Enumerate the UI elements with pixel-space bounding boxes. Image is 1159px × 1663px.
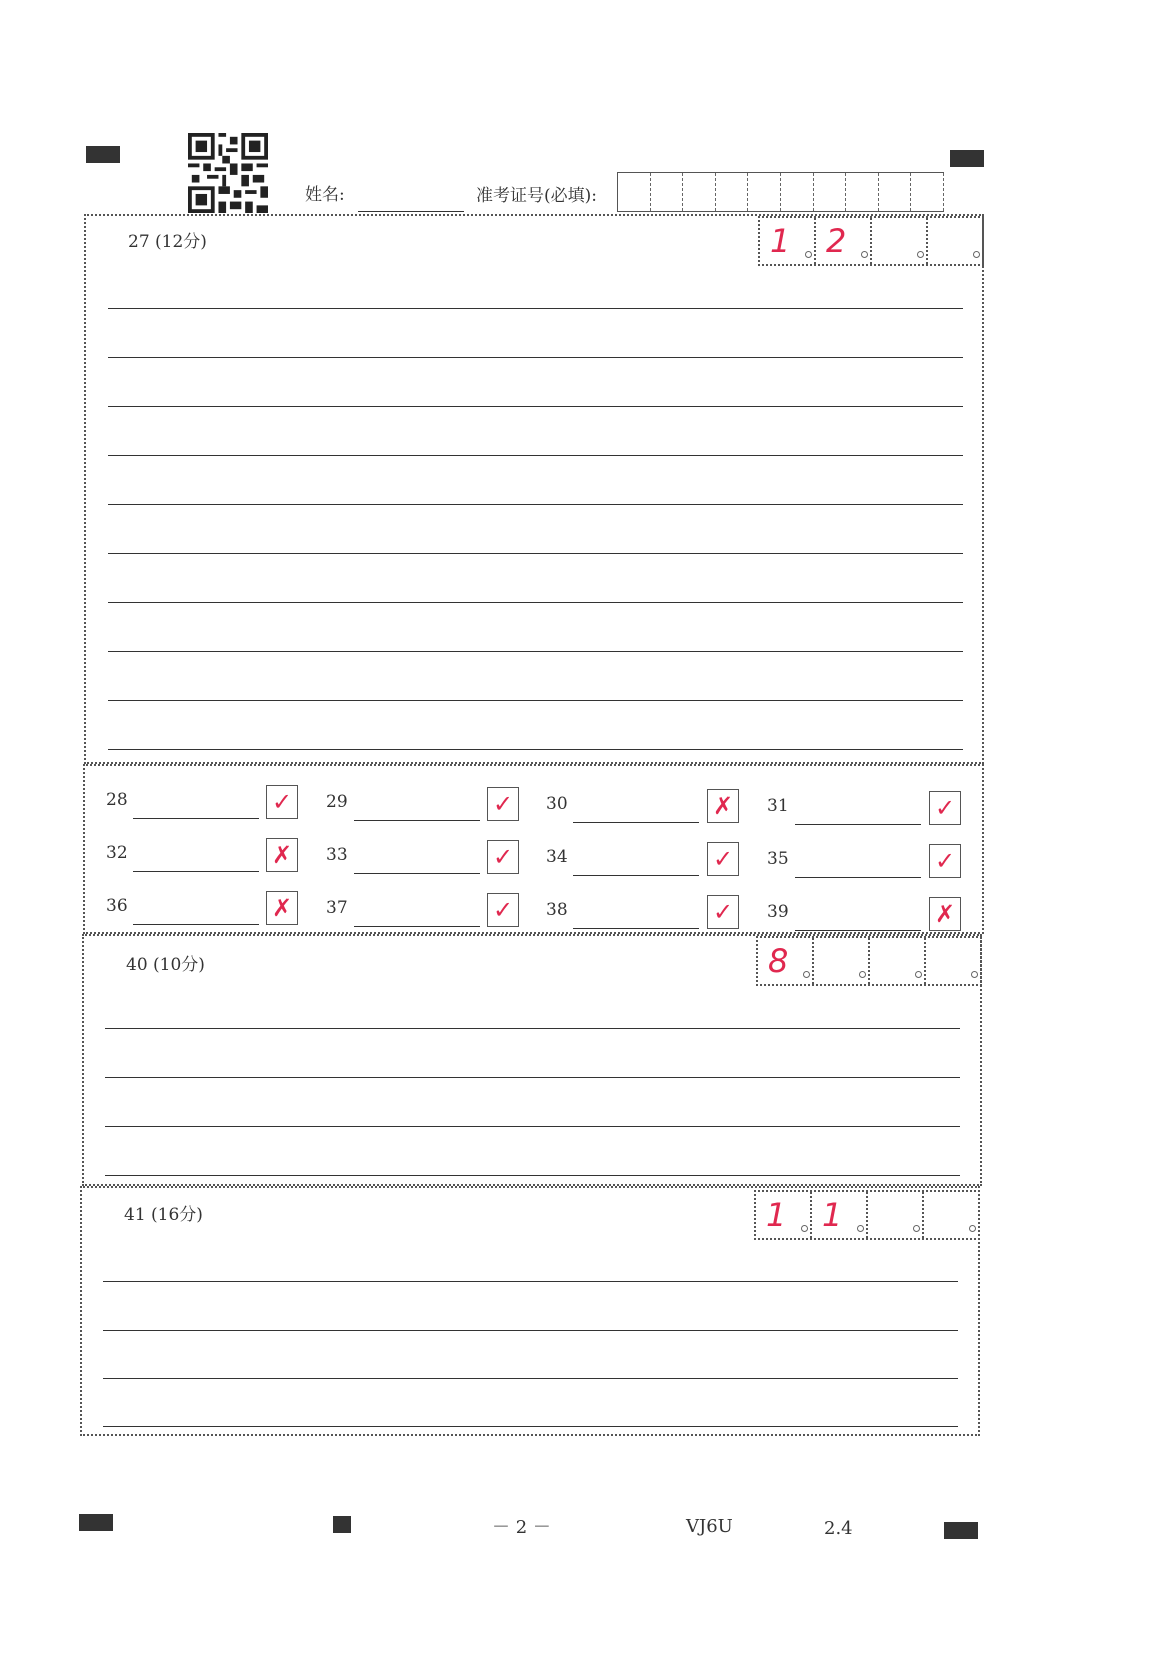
tf-answer-line[interactable] [795,877,921,878]
tf-mark-box [929,897,961,931]
answer-line[interactable] [103,1330,958,1331]
check-mark-icon: ✓ [712,845,734,873]
version-number: 2.4 [824,1518,853,1539]
check-mark-icon: ✓ [271,788,293,816]
tf-mark-box [707,842,739,876]
tf-mark-box [266,891,298,925]
answer-line[interactable] [103,1426,958,1427]
tf-mark-box [487,893,519,927]
answer-line[interactable] [108,455,963,456]
answer-line[interactable] [108,602,963,603]
score-digit: 8 [768,942,789,980]
answer-line[interactable] [108,651,963,652]
score-digit: 2 [826,222,847,260]
true-false-panel [83,764,984,934]
qr-code-icon [188,133,268,213]
corner-marker-bottom-mid [333,1516,351,1533]
tf-answer-line[interactable] [354,873,480,874]
tf-answer-line[interactable] [795,824,921,825]
cross-mark-icon: ✗ [934,900,956,928]
answer-line[interactable] [103,1378,958,1379]
tf-mark-box [929,844,961,878]
tf-answer-line[interactable] [573,928,699,929]
answer-line[interactable] [105,1126,960,1127]
cross-mark-icon: ✗ [712,792,734,820]
tf-number: 28 [106,790,128,810]
tf-mark-box [487,787,519,821]
cross-mark-icon: ✗ [271,894,293,922]
check-mark-icon: ✓ [934,794,956,822]
answer-line[interactable] [108,406,963,407]
tf-answer-line[interactable] [354,926,480,927]
check-mark-icon: ✓ [492,790,514,818]
answer-line[interactable] [105,1077,960,1078]
question-27-heading: 27 (12分) [128,232,207,252]
name-field[interactable] [358,211,464,212]
check-mark-icon: ✓ [492,896,514,924]
name-label: 姓名: [305,185,345,205]
answer-line[interactable] [108,553,963,554]
corner-marker-top-right [950,150,984,167]
corner-marker-bottom-left [79,1514,113,1531]
answer-line[interactable] [108,357,963,358]
tf-answer-line[interactable] [573,822,699,823]
sheet-code: VJ6U [686,1516,733,1537]
tf-mark-box [929,791,961,825]
tf-mark-box [707,789,739,823]
question-27-panel [84,214,984,764]
tf-answer-line[interactable] [795,930,921,931]
score-digit: 1 [766,1196,787,1234]
question-40-score-box [756,936,982,986]
exam-id-label: 准考证号(必填): [476,186,597,206]
answer-line[interactable] [108,504,963,505]
tf-number: 39 [767,902,789,922]
answer-line[interactable] [105,1028,960,1029]
question-41-heading: 41 (16分) [124,1205,203,1225]
question-27-score-box [758,216,984,266]
answer-line[interactable] [108,700,963,701]
score-digit: 1 [822,1196,843,1234]
question-40-heading: 40 (10分) [126,955,205,975]
score-digit: 1 [770,222,791,260]
tf-answer-line[interactable] [133,871,259,872]
tf-number: 37 [326,898,348,918]
answer-line[interactable] [108,749,963,750]
corner-marker-bottom-right [944,1522,978,1539]
check-mark-icon: ✓ [712,898,734,926]
check-mark-icon: ✓ [492,843,514,871]
tf-mark-box [266,785,298,819]
page-number: － 2 － [492,1517,551,1538]
tf-number: 34 [546,847,568,867]
tf-answer-line[interactable] [354,820,480,821]
corner-marker-top-left [86,146,120,163]
answer-line[interactable] [108,308,963,309]
tf-number: 29 [326,792,348,812]
tf-mark-box [266,838,298,872]
question-41-score-box [754,1190,980,1240]
answer-line[interactable] [103,1281,958,1282]
tf-number: 35 [767,849,789,869]
tf-number: 38 [546,900,568,920]
tf-number: 31 [767,796,789,816]
tf-answer-line[interactable] [133,818,259,819]
tf-answer-line[interactable] [573,875,699,876]
tf-number: 32 [106,843,128,863]
cross-mark-icon: ✗ [271,841,293,869]
answer-line[interactable] [105,1175,960,1176]
tf-mark-box [487,840,519,874]
tf-number: 33 [326,845,348,865]
tf-answer-line[interactable] [133,924,259,925]
exam-id-field[interactable] [617,172,944,212]
tf-number: 36 [106,896,128,916]
check-mark-icon: ✓ [934,847,956,875]
tf-mark-box [707,895,739,929]
tf-number: 30 [546,794,568,814]
